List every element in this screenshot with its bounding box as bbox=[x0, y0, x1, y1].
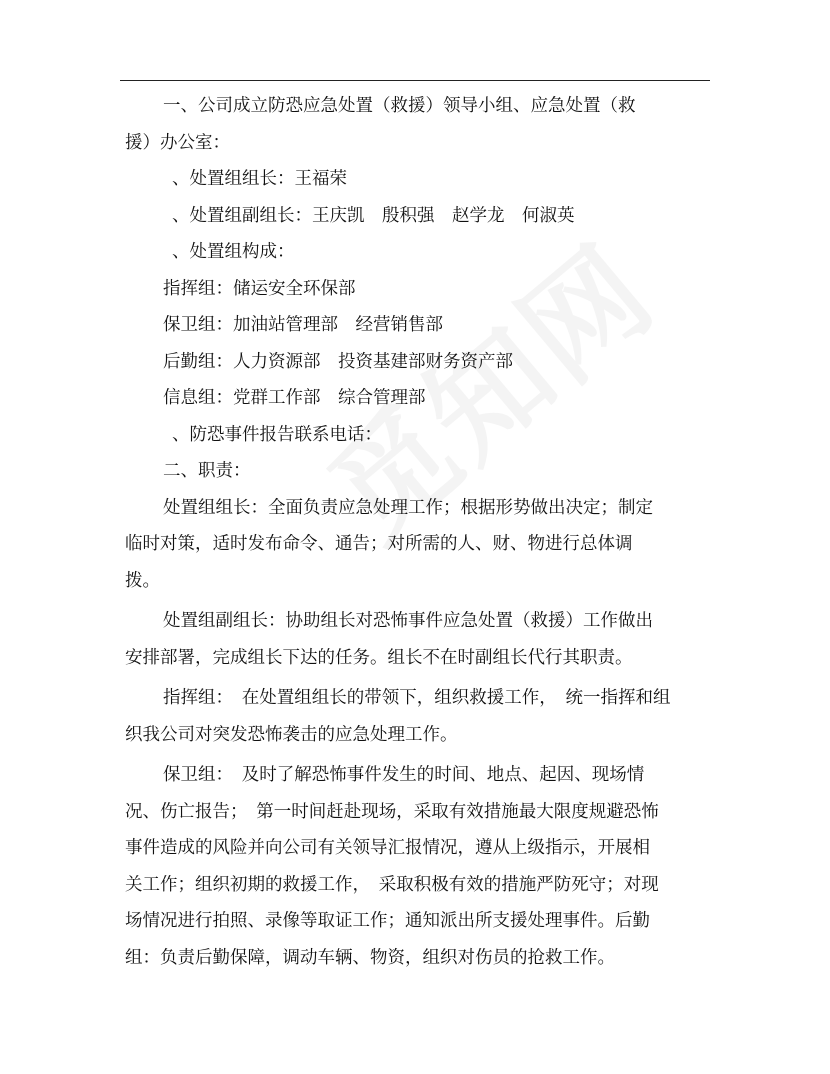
header-rule bbox=[120, 80, 710, 81]
text-line: 拨。 bbox=[125, 570, 160, 591]
text-line: 、防恐事件报告联系电话： bbox=[172, 424, 382, 445]
text-line: 信息组：党群工作部 综合管理部 bbox=[163, 388, 426, 408]
text-line: 后勤组：人力资源部 投资基建部财务资产部 bbox=[163, 351, 513, 372]
text-line: 处置组组长：全面负责应急处理工作；根据形势做出决定；制定 bbox=[163, 497, 653, 518]
text-line: 事件造成的风险并向公司有关领导汇报情况，遵从上级指示，开展相 bbox=[125, 838, 650, 858]
text-line: 安排部署，完成组长下达的任务。组长不在时副组长代行其职责。 bbox=[125, 647, 633, 668]
section-heading-2: 二、职责： bbox=[163, 461, 251, 481]
text-line: 援）办公室： bbox=[125, 132, 230, 153]
text-line: 组：负责后勤保障，调动车辆、物资，组织对伤员的抢救工作。 bbox=[125, 947, 615, 968]
section-heading-1: 一、公司成立防恐应急处置（救援）领导小组、应急处置（救 bbox=[163, 96, 636, 116]
text-line: 、处置组副组长：王庆凯 殷积强 赵学龙 何淑英 bbox=[172, 205, 575, 226]
text-line: 临时对策，适时发布命令、通告；对所需的人、财、物进行总体调 bbox=[125, 534, 633, 554]
text-line: 保卫组：加油站管理部 经营销售部 bbox=[163, 315, 443, 335]
text-line: 织我公司对突发恐怖袭击的应急处理工作。 bbox=[125, 724, 458, 745]
text-line: 保卫组： 及时了解恐怖事件发生的时间、地点、起因、现场情 bbox=[163, 765, 645, 785]
text-line: 处置组副组长：协助组长对恐怖事件应急处置（救援）工作做出 bbox=[163, 611, 653, 631]
text-line: 指挥组：储运安全环保部 bbox=[163, 278, 356, 299]
text-line: 、处置组组长：王福荣 bbox=[172, 169, 347, 189]
text-line: 、处置组构成： bbox=[172, 242, 295, 262]
text-line: 关工作；组织初期的救援工作， 采取积极有效的措施严防死守；对现 bbox=[125, 874, 659, 895]
text-line: 指挥组： 在处置组组长的带领下，组织救援工作， 统一指挥和组 bbox=[163, 688, 671, 708]
document-body bbox=[125, 88, 705, 976]
text-line: 况、伤亡报告； 第一时间赶赴现场，采取有效措施最大限度规避恐怖 bbox=[125, 801, 659, 822]
text-line: 场情况进行拍照、录像等取证工作；通知派出所支援处理事件。后勤 bbox=[125, 911, 650, 931]
